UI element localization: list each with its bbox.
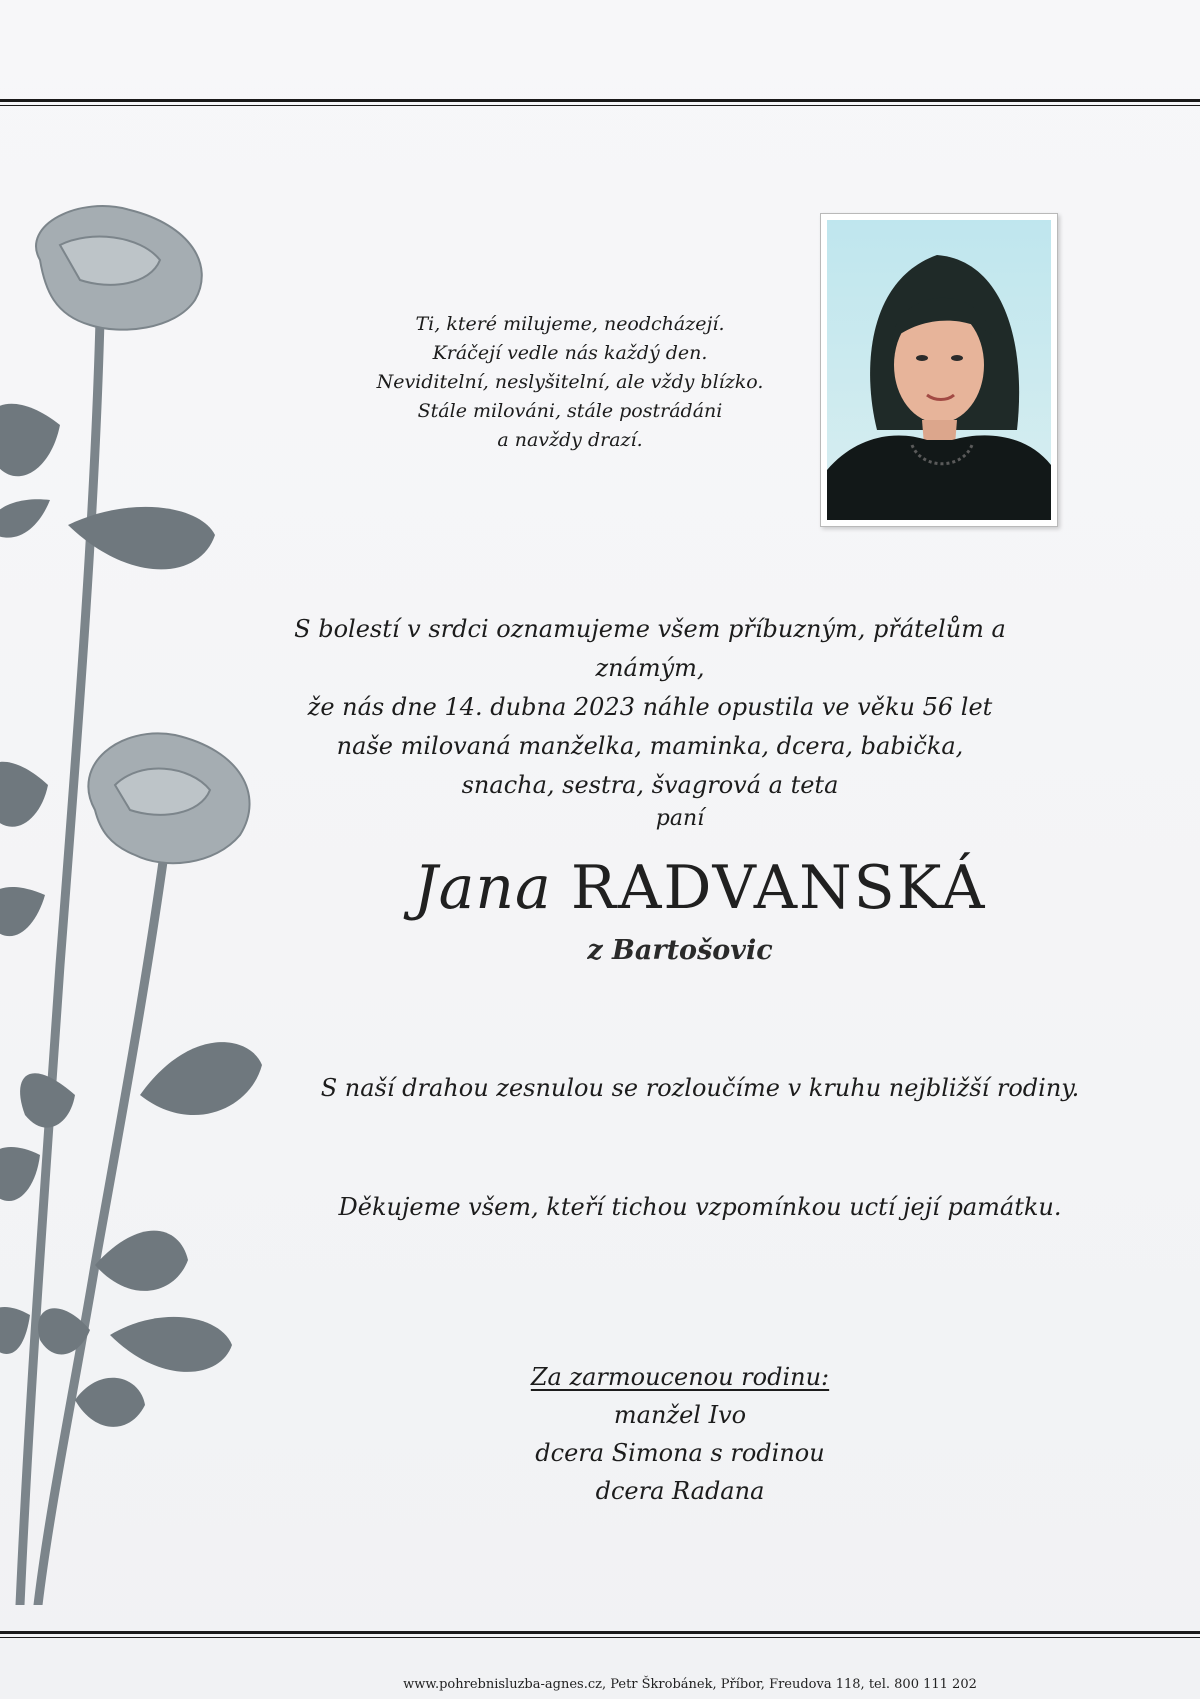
family-heading: Za zarmoucenou rodinu:: [530, 1363, 830, 1391]
poem-line: Neviditelní, neslyšitelní, ale vždy blízko.: [376, 371, 764, 393]
announcement-line: S bolestí v srdci oznamujeme všem příbuzným, přátelům a známým,: [294, 615, 1006, 682]
honorific: paní: [655, 806, 705, 831]
mourning-family: [480, 1358, 880, 1510]
family-member: dcera Simona s rodinou: [535, 1439, 825, 1467]
bottom-rule-thin: [0, 1637, 1200, 1638]
funeral-service-footer: www.pohrebnisluzba-agnes.cz, Petr Škrobánek, Příbor, Freudova 118, tel. 800 111 202: [403, 1677, 977, 1692]
poem-line: Stále milováni, stále postrádáni: [417, 400, 723, 422]
memorial-poem: [330, 310, 810, 455]
poem-line: Ti, které milujeme, neodcházejí.: [415, 313, 725, 335]
farewell-notice: S naší drahou zesnulou se rozloučíme v kruhu nejbližší rodiny.: [320, 1074, 1080, 1102]
announcement-line: naše milovaná manželka, maminka, dcera, babička,: [336, 732, 964, 760]
top-rule-thin: [0, 105, 1200, 106]
family-member: manžel Ivo: [613, 1401, 747, 1429]
bottom-rule: [0, 1631, 1200, 1634]
last-name: RADVANSKÁ: [570, 853, 987, 923]
thanks-notice: Děkujeme všem, kteří tichou vzpomínkou uctí její památku.: [338, 1193, 1062, 1221]
deceased-name: [250, 848, 1150, 928]
poem-line: Kráčejí vedle nás každý den.: [432, 342, 708, 364]
rose-illustration: [0, 205, 280, 1605]
announcement-line: snacha, sestra, švagrová a teta: [461, 771, 839, 799]
poem-line: a navždy drazí.: [497, 429, 643, 451]
portrait-photo: [820, 213, 1058, 527]
first-name: Jana: [413, 853, 552, 923]
portrait-image: [827, 220, 1051, 520]
deceased-origin: z Bartošovic: [587, 935, 773, 966]
death-announcement: [250, 610, 1050, 805]
family-member: dcera Radana: [595, 1477, 765, 1505]
announcement-line: že nás dne 14. dubna 2023 náhle opustila ve věku 56 let: [307, 693, 993, 721]
top-rule: [0, 99, 1200, 102]
